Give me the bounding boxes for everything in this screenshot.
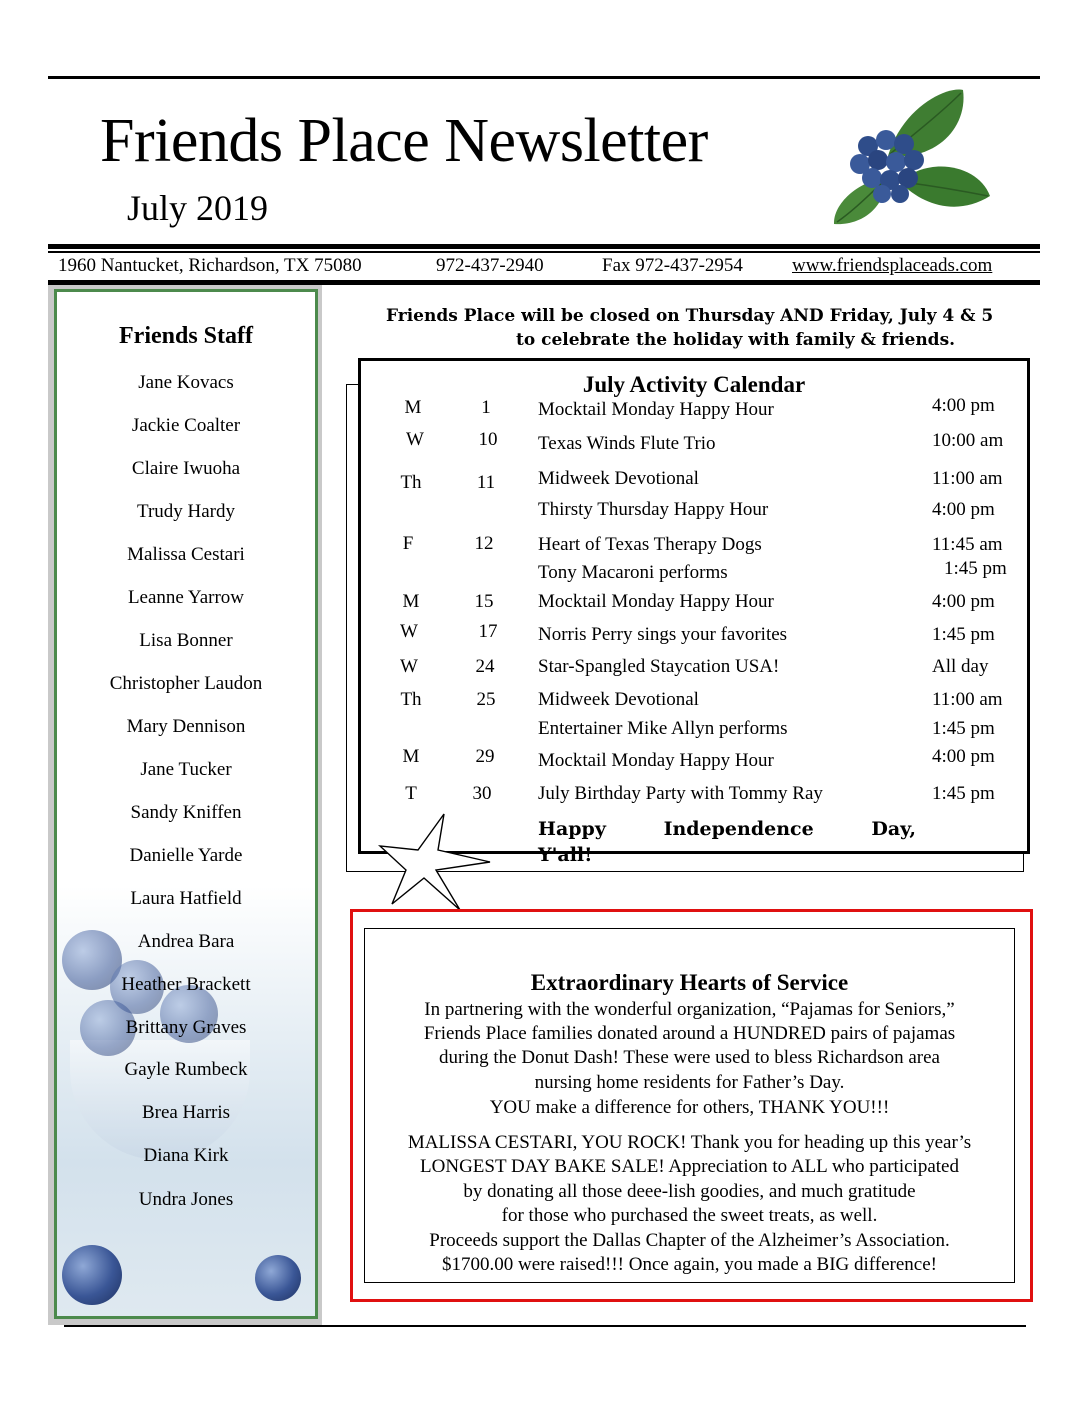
- calendar-time: 1:45 pm: [932, 718, 995, 739]
- staff-member: Jane Tucker: [140, 759, 232, 780]
- service-text-line: nursing home residents for Father’s Day.: [534, 1072, 845, 1093]
- calendar-date: 11: [476, 472, 496, 493]
- address: 1960 Nantucket, Richardson, TX 75080: [58, 255, 362, 276]
- calendar-event: Norris Perry sings your favorites: [538, 624, 788, 645]
- calendar-day: Th: [400, 689, 422, 710]
- top-rule: [48, 76, 1040, 79]
- independence-day-greeting: Happy Independence Day,: [538, 818, 916, 840]
- newsletter-title: Friends Place Newsletter: [100, 107, 708, 175]
- calendar-day: T: [405, 783, 417, 804]
- calendar-time: All day: [932, 656, 989, 677]
- calendar-time: 4:00 pm: [932, 395, 995, 416]
- calendar-date: 17: [478, 621, 498, 642]
- calendar-time: 4:00 pm: [932, 499, 995, 520]
- calendar-event: Mocktail Monday Happy Hour: [538, 750, 774, 771]
- blueberry-decoration: [255, 1255, 301, 1301]
- service-text-line: by donating all those deee-lish goodies, and much gratitude: [463, 1181, 916, 1202]
- service-text-line: during the Donut Dash! These were used to bless Richardson area: [439, 1047, 940, 1068]
- service-text-line: for those who purchased the sweet treats, as well.: [501, 1205, 878, 1226]
- calendar-time: 1:45 pm: [944, 558, 1007, 579]
- calendar-time: 11:00 am: [932, 689, 1003, 710]
- closure-notice-line1: Friends Place will be closed on Thursday AND Friday, July 4 & 5: [386, 306, 994, 326]
- calendar-day: M: [402, 591, 420, 612]
- staff-member: Jane Kovacs: [138, 372, 234, 393]
- calendar-date: 12: [474, 533, 494, 554]
- blueberry-leaves-illustration: [828, 86, 998, 230]
- calendar-event: Mocktail Monday Happy Hour: [538, 591, 774, 612]
- calendar-event: Heart of Texas Therapy Dogs: [538, 534, 762, 555]
- staff-member: Gayle Rumbeck: [124, 1059, 248, 1080]
- staff-member: Diana Kirk: [143, 1145, 229, 1166]
- calendar-event: Entertainer Mike Allyn performs: [538, 718, 788, 739]
- calendar-event: July Birthday Party with Tommy Ray: [538, 783, 823, 804]
- staff-heading: Friends Staff: [119, 323, 253, 349]
- staff-member: Laura Hatfield: [130, 888, 242, 909]
- service-text-line: Proceeds support the Dallas Chapter of the Alzheimer’s Association.: [429, 1230, 950, 1251]
- calendar-time: 4:00 pm: [932, 591, 995, 612]
- calendar-date: 10: [478, 429, 498, 450]
- service-text-line: $1700.00 were raised!!! Once again, you made a BIG difference!: [441, 1254, 938, 1275]
- calendar-day: W: [400, 656, 418, 677]
- contact-bar: [58, 255, 1028, 279]
- staff-member: Christopher Laudon: [109, 673, 263, 694]
- staff-member: Brittany Graves: [125, 1017, 247, 1038]
- staff-member: Brea Harris: [141, 1102, 231, 1123]
- phone: 972-437-2940: [436, 255, 544, 276]
- calendar-event: Thirsty Thursday Happy Hour: [538, 499, 769, 520]
- service-text-line: Friends Place families donated around a HUNDRED pairs of pajamas: [423, 1023, 956, 1044]
- closure-notice-line2: to celebrate the holiday with family & friends.: [516, 330, 956, 350]
- calendar-date: 30: [472, 783, 492, 804]
- calendar-event: Texas Winds Flute Trio: [538, 433, 716, 454]
- staff-member: Sandy Kniffen: [130, 802, 242, 823]
- calendar-day: W: [400, 621, 418, 642]
- calendar-time: 1:45 pm: [932, 783, 995, 804]
- calendar-time: 10:00 am: [932, 430, 1004, 451]
- service-text-line: LONGEST DAY BAKE SALE! Appreciation to ALL who participated: [420, 1156, 959, 1177]
- bottom-rule: [64, 1325, 1026, 1327]
- header-rule-thin: [48, 251, 1040, 253]
- staff-member: Malissa Cestari: [127, 544, 245, 565]
- calendar-event: Midweek Devotional: [538, 468, 699, 489]
- staff-member: Undra Jones: [138, 1189, 234, 1210]
- calendar-event: Star-Spangled Staycation USA!: [538, 656, 780, 677]
- calendar-date: 25: [476, 689, 496, 710]
- calendar-date: 1: [481, 397, 491, 418]
- staff-member: Claire Iwuoha: [131, 458, 241, 479]
- calendar-time: 1:45 pm: [932, 624, 995, 645]
- calendar-event: Tony Macaroni performs: [538, 562, 728, 583]
- staff-member: Danielle Yarde: [129, 845, 243, 866]
- staff-member: Jackie Coalter: [131, 415, 241, 436]
- fax: Fax 972-437-2954: [602, 255, 743, 276]
- calendar-time: 11:00 am: [932, 468, 1003, 489]
- calendar-day: M: [404, 397, 422, 418]
- calendar-event: Midweek Devotional: [538, 689, 699, 710]
- service-text-line: In partnering with the wonderful organization, “Pajamas for Seniors,”: [424, 999, 955, 1020]
- website-link[interactable]: www.friendsplaceads.com: [792, 255, 993, 276]
- independence-day-greeting-end: Y'all!: [538, 844, 593, 866]
- calendar-day: M: [402, 746, 420, 767]
- service-text-line: MALISSA CESTARI, YOU ROCK! Thank you for heading up this year’s: [407, 1132, 972, 1153]
- calendar-time: 4:00 pm: [932, 746, 995, 767]
- calendar-title: July Activity Calendar: [582, 372, 806, 397]
- calendar-day: F: [402, 533, 414, 554]
- calendar-day: Th: [400, 472, 422, 493]
- staff-member: Mary Dennison: [126, 716, 246, 737]
- staff-member: Leanne Yarrow: [127, 587, 245, 608]
- newsletter-issue-date: July 2019: [127, 188, 269, 228]
- calendar-date: 29: [475, 746, 495, 767]
- staff-member: Heather Brackett: [121, 974, 251, 995]
- header-rule-thick: [48, 244, 1040, 249]
- calendar-date: 24: [475, 656, 495, 677]
- calendar-time: 11:45 am: [932, 534, 1003, 555]
- service-text-line: YOU make a difference for others, THANK YOU!!!: [489, 1097, 890, 1118]
- service-title: Extraordinary Hearts of Service: [530, 970, 849, 995]
- calendar-event: Mocktail Monday Happy Hour: [538, 399, 774, 420]
- star-icon: [378, 812, 496, 912]
- blueberry-decoration: [62, 1245, 122, 1305]
- staff-member: Trudy Hardy: [137, 501, 235, 522]
- calendar-date: 15: [474, 591, 494, 612]
- staff-member: Andrea Bara: [137, 931, 235, 952]
- staff-member: Lisa Bonner: [139, 630, 233, 651]
- calendar-day: W: [406, 429, 424, 450]
